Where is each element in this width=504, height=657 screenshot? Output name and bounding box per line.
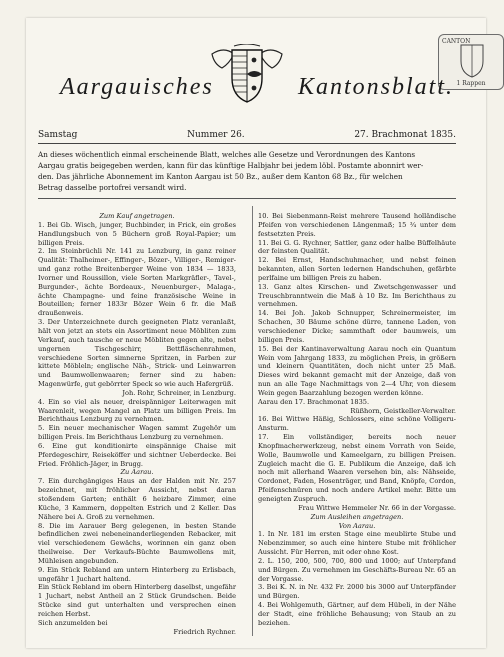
column-paragraph: 17. Ein vollständiger, bereits noch neuer Knopfmacherwerkzeug, nebst einem Vorrath von Seide, Wolle, Baumwolle und Kameelgarn, zu billigen Preisen. Zugleich macht die G. E. Publikum die Anzeige, daß ich noch mit allerhand Waaren versehen bin, als: Nähseide, Cordonet, Faden, Hosenträger, und Band, Knöpfe, Cordon, Pfeifenschnüren und noch andere Artikel mehr. Bitte um geneigten Zuspruch. <box>258 433 456 503</box>
notice-line: An dieses wöchentlich einmal erscheinende Blatt, welches alle Gesetze und Verordnungen des Kantons <box>38 150 416 159</box>
column-paragraph: 3. Bei K. N. in Nr. 432 Fr. 2000 bis 3000 auf Unterpfänder und Bürgen. <box>258 583 456 601</box>
column-paragraph: 4. Bei Wohlgemuth, Gärtner, auf dem Hübeli, in der Nähe der Stadt, eine fröhliche Behausung; von Staub an zu beziehen. <box>258 601 456 627</box>
column-paragraph: 16. Bei Wittwe Häßig, Schlossers, eine schöne Volligeru-Ansturm. <box>258 415 456 433</box>
subscription-notice <box>38 149 456 193</box>
column-paragraph: 5. Ein neuer mechanischer Wagen sammt Zugehör um billigen Preis. Im Berichthaus Lenzburg zu vernehmen. <box>38 424 236 442</box>
column-paragraph: 8. Die im Aarauer Berg gelegenen, in besten Stande befindlichen zwei nebeneinanderliegenden Rebacker, mit viel verschiedenem Gewächs, worinnen ein ganz oben theilweise. Der Verkaufs-Büchte Baumwollens mit, Mühleisen angebunden. <box>38 521 236 565</box>
column-paragraph: 12. Bei Ernst, Handschuhmacher, und nebst feinen bekannten, allen Sorten ledernen Handschuhen, gefärbte perlfaine um billigen Preis zu haben. <box>258 256 456 282</box>
column-paragraph: Ein Stück Rebland im obern Hinterberg daselbst, ungefähr 1 Juchart, nebst Antheil an 2 Stück Grundschen. Beide Stücke sind gut unterhalten und versprechen einen reichen Herbst. <box>38 583 236 618</box>
column-paragraph: 14. Bei Joh. Jakob Schnupper, Schreinermeister, im Schachen, 30 Bäume schöne dürre, tannene Laden, von verschiedener Dicke; sammthaft oder baumweis, um billigen Preis. <box>258 309 456 344</box>
column-paragraph: Von Aarau. <box>338 521 376 530</box>
column-paragraph: 2. L. 150, 200, 500, 700, 800 und 1000; auf Unterpfand und Bürgen. Zu vernehmen im Geschäfts-Bureau Nr. 65 an der Vorgasse. <box>258 556 456 583</box>
column-paragraph: Aarau den 17. Brachmonat 1835. <box>258 397 370 406</box>
column-paragraph: 11. Bei G. G. Rychner, Sattler, ganz oder halbe Büffelhäute der feinsten Qualität. <box>258 238 456 256</box>
column-paragraph: 9. Ein Stück Rebland am untern Hinterberg zu Erlisbach, ungefähr 1 Juchart haltend. <box>38 565 236 583</box>
masthead-title-left: Aargauisches <box>60 74 214 100</box>
column-paragraph: 6. Eine gut konditionirte einspännige Chaise mit Pferdegeschirr, Reiseköffer und sichtner Ueberdecke. Bei Fried. Fröhlich-Jäger, in Brugg. <box>38 441 236 468</box>
column-paragraph: Sich anzumelden bei <box>38 618 108 627</box>
stamp-value-text: 1 Rappen <box>456 80 486 87</box>
notice-line: den. Das jährliche Abonnement im Kanton Aargau ist 50 Bz., außer dem Kanton 68 Bz., für welchen <box>38 172 403 181</box>
notice-line: Betrag dasselbe portofrei versandt wird. <box>38 183 187 192</box>
column-paragraph: Frau Wittwe Hemmeler Nr. 66 in der Vorgasse. <box>298 503 456 512</box>
right-column <box>258 212 456 628</box>
column-divider <box>252 206 253 636</box>
column-paragraph: 1. In Nr. 181 im ersten Stage eine meublirte Stube und Nebenzimmer, so auch eine hintere Stube mit fröhlicher Aussicht. Für Herren, mit oder ohne Kost. <box>258 530 456 557</box>
column-paragraph: 7. Ein durchgängiges Haus an der Halden mit Nr. 257 bezeichnet, mit fröhlicher Aussicht, nebst daran stoßendem Garten; enthält 6 heizbare Zimmer, eine Küche, 3 Kammern, doppelten Estrich und 2 Keller. Das Nähere bei A. Groß zu vernehmen. <box>38 477 236 521</box>
left-column <box>38 212 236 637</box>
column-paragraph: 10. Bei Siebenmann-Reist mehrere Tausend holländische Pfeifen von verschiedenen Längenmaß; 15 ¾ unter dem festsetzten Preis. <box>258 212 456 238</box>
notice-divider <box>38 198 456 199</box>
masthead-title-right: Kantonsblatt. <box>298 74 455 100</box>
column-paragraph: Rüßhorn, Geistkeller-Verwalter. <box>350 406 456 415</box>
notice-line: Aargau gratis beigegeben werden, kann für das künftige Halbjahr bei jedem löbl. Postamte abonnirt wer- <box>38 161 424 170</box>
column-paragraph: Zum Kauf angetragen. <box>99 212 175 220</box>
column-paragraph: 13. Ganz altes Kirschen- und Zwetschgenwasser und Treuschbranntwein die Maß à 10 Bz. Im Berichthaus zu vernehmen. <box>258 282 456 309</box>
column-paragraph: Joh. Rohr, Schreiner, in Lenzburg. <box>122 388 236 397</box>
column-paragraph: Zu Aarau. <box>120 468 154 477</box>
column-paragraph: 15. Bei der Kantinaverwaltung Aarau noch ein Quantum Wein vom Jahrgang 1833, zu möglichen Preis, in größern und kleinern Quantitäten, doch nicht unter 25 Maß. Dieses wird bekannt gemacht mit der Anzeige, daß von nun an alle Tage Nachmittags von 2—4 Uhr, von diesem Wein gegen Baarzahlung bezogen werden könne. <box>258 344 456 397</box>
column-paragraph: Zum Ausleihen angetragen. <box>310 512 404 521</box>
column-paragraph: 3. Der Unterzeichnete durch geeigneten Platz veranlaßt, hält von jetzt an stets ein Assortiment neue Möbliten zum Verkauf, auch tausche er neue Möbliten gegen alte, nebst ungernen Tischgeschirr, Bettfläschenrahmen, verschiedene Sorten simnerne Spritzen, in Farben zur kittete Möbleln; englische Näh-, Strick- und Leinwarren und Baumwollenwaaren; ferner sind zu haben: Magenwürfe, gut gebörrter Speck so wie auch Hafergrüß. <box>38 318 236 389</box>
stamp-top-text: CANTON <box>442 38 471 45</box>
issue-number: Nummer 26. <box>187 130 245 140</box>
coat-of-arms-icon <box>204 44 290 106</box>
issue-date: 27. Brachmonat 1835. <box>354 130 456 140</box>
column-paragraph: 1. Bei Gb. Wisch, junger, Buchbinder, in Frick, ein großes Handlungsbuch von 5 Büchern groß Royal-Papier; um billigen Preis. <box>38 220 236 247</box>
column-paragraph: Friedrich Rychner. <box>173 627 236 636</box>
column-paragraph: 4. Ein so viel als neuer, dreispänniger Leiterwagen mit Waarenleit, wegen Mangel an Platz um billigen Preis. Im Berichthaus Lenzburg zu vernehmen. <box>38 397 236 424</box>
column-paragraph: 2. Im Steinbrüchli Nr. 141 zu Lenzburg, in ganz reiner Qualität: Thalheimer-, Effinger-, Bözer-, Villiger-, Remiger- und ganz rothe Breitenberger Weine von 1834 — 1833, Ivorner und Roussillon, viele Sorten Markgräfler-, Tavel-, Burgunder-, ächte Bordeaux-, Neuenburger-, Malaga-, ächte Champagne- und feine französische Weine in Bouteillen; ferner 1833r Bözer Wein 6 fr. die Maß draußenweis. <box>38 247 236 318</box>
issue-day: Samstag <box>38 130 78 140</box>
issue-meta-line <box>38 130 456 144</box>
